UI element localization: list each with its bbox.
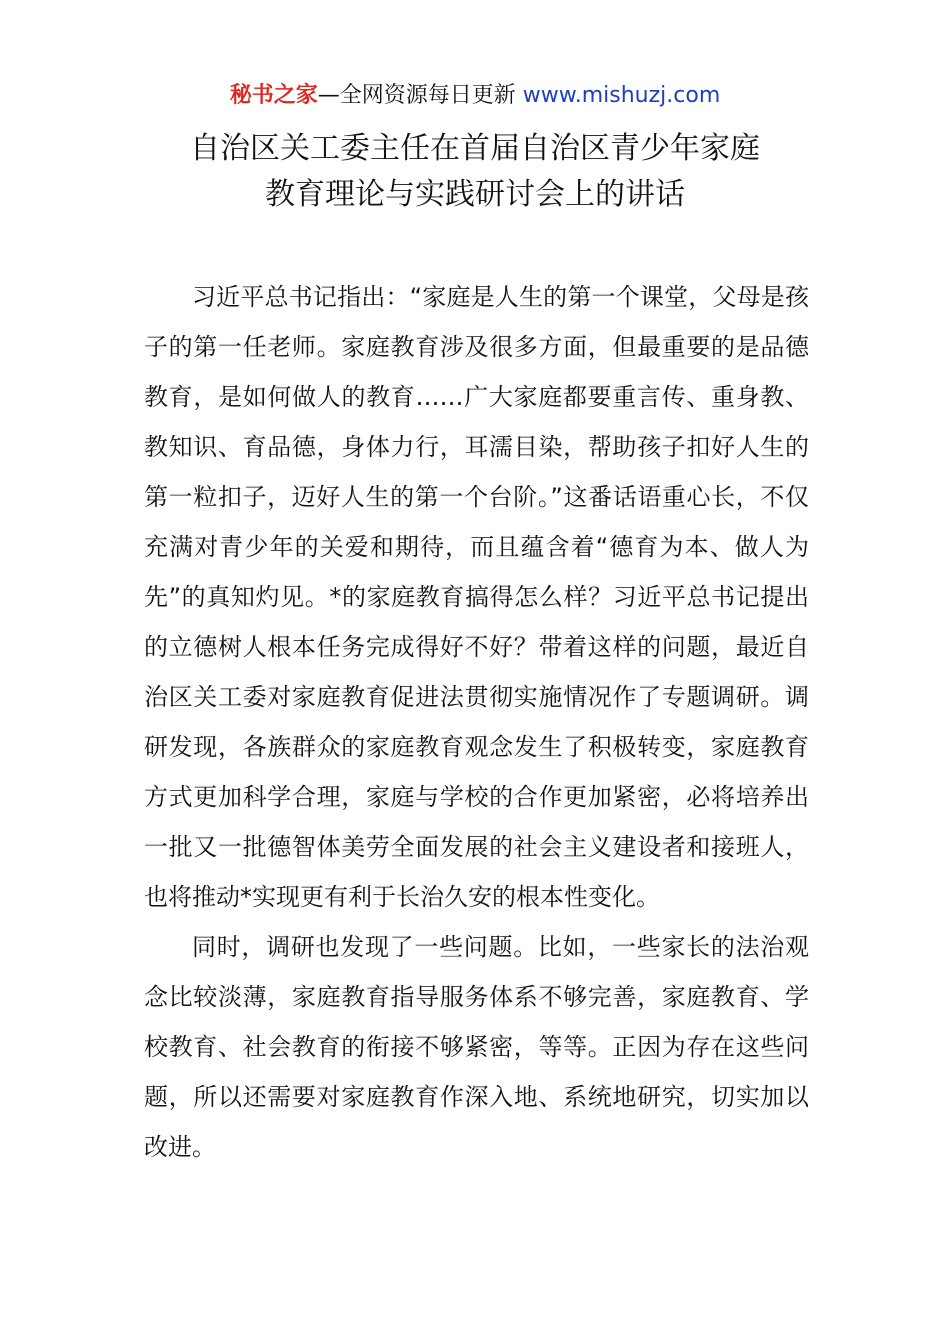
title-line-1: 自治区关工委主任在首届自治区青少年家庭 [190,131,760,166]
title-line-2: 教育理论与实践研讨会上的讲话 [265,177,685,212]
document-title [100,126,850,218]
document-body [144,272,809,1172]
site-header [0,80,950,112]
paragraph-2: 同时，调研也发现了一些问题。比如，一些家长的法治观念比较淡薄，家庭教育指导服务体系不够完善，家庭教育、学校教育、社会教育的衔接不够紧密，等等。正因为存在这些问题，所以还需要对家庭教育作深入地、系统地研究，切实加以改进。 [144,933,809,1161]
brand-name: 秘书之家 [229,83,318,108]
site-url-link[interactable]: www.mishuzj.com [522,83,721,108]
paragraph-1: 习近平总书记指出：“家庭是人生的第一个课堂，父母是孩子的第一任老师。家庭教育涉及很多方面，但最重要的是品德教育，是如何做人的教育……广大家庭都要重言传、重身教、教知识、育品德，身体力行，耳濡目染，帮助孩子扣好人生的第一粒扣子，迈好人生的第一个台阶。”这番话语重心长，不仅充满对青少年的关爱和期待，而且蕴含着“德育为本、做人为先”的真知灼见。*的家庭教育搞得怎么样？习近平总书记提出的立德树人根本任务完成得好不好？带着这样的问题，最近自治区关工委对家庭教育促进法贯彻实施情况作了专题调研。调研发现，各族群众的家庭教育观念发生了积极转变，家庭教育方式更加科学合理，家庭与学校的合作更加紧密，必将培养出一批又一批德智体美劳全面发展的社会主义建设者和接班人，也将推动*实现更有利于长治久安的根本性变化。 [144,283,809,911]
site-slogan: —全网资源每日更新 [317,83,516,108]
